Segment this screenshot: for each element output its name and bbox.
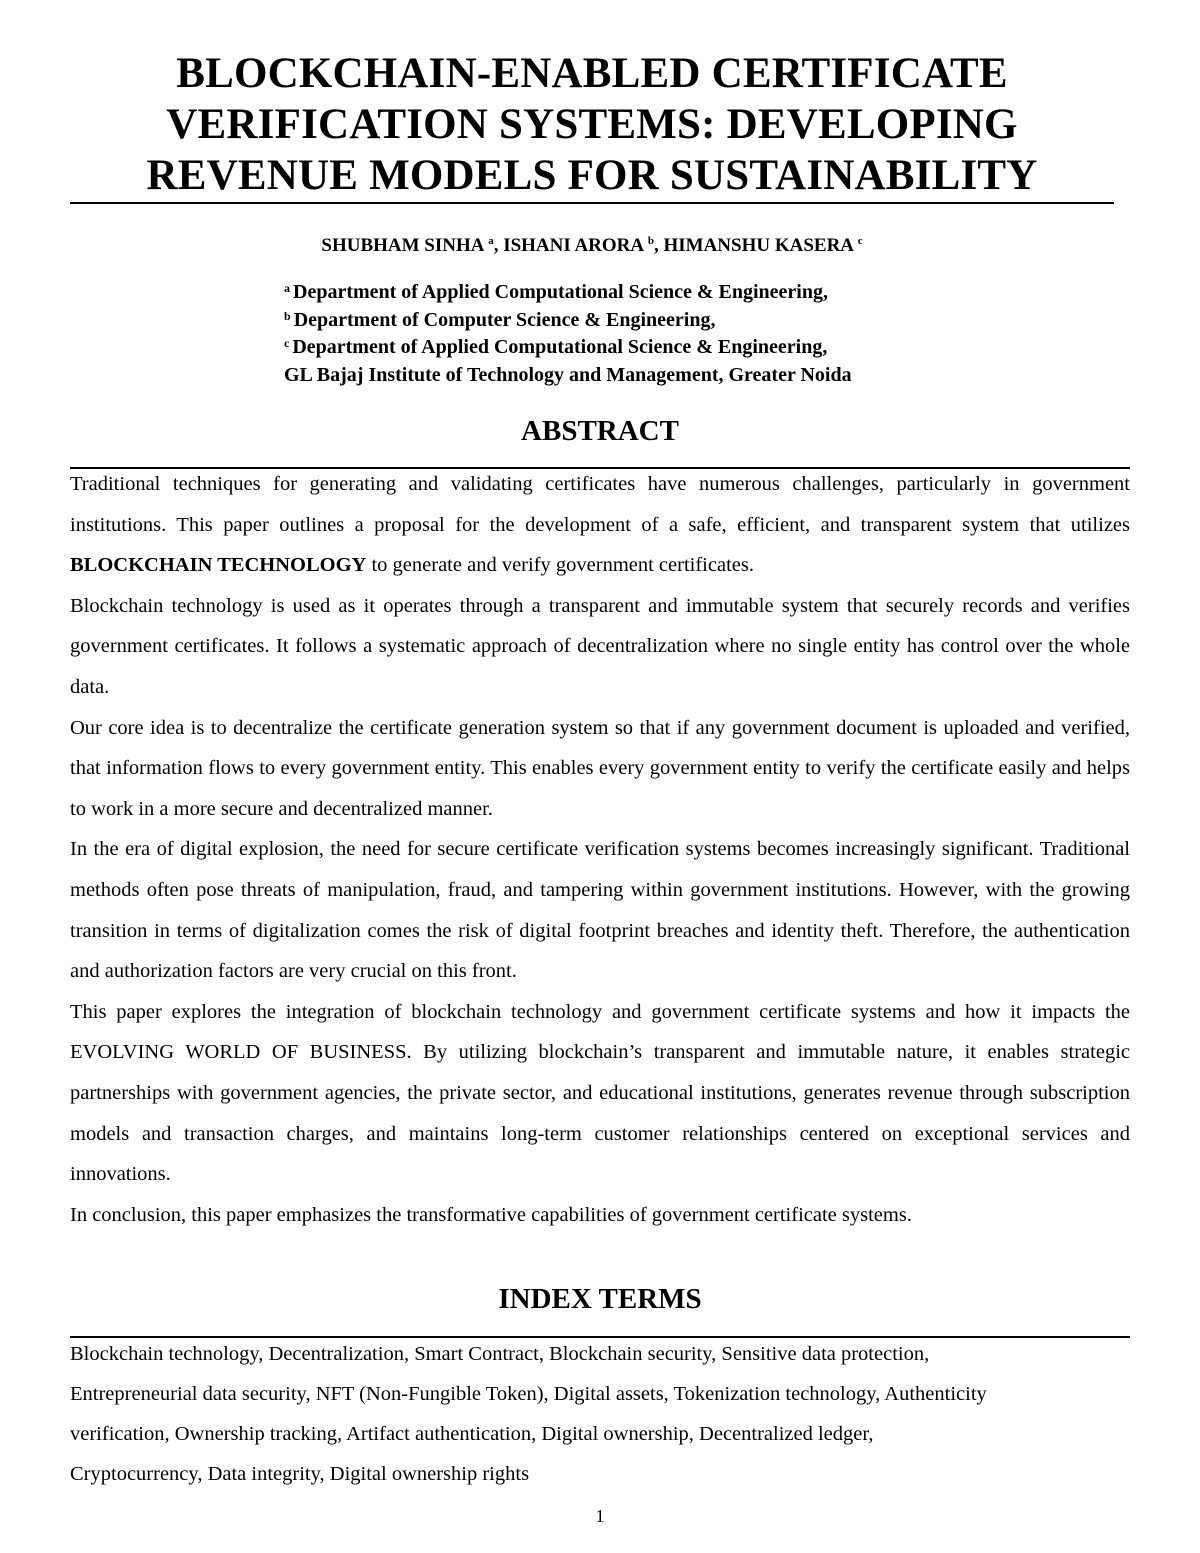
index-terms-line: Entrepreneurial data security, NFT (Non-Fungible Token), Digital assets, Tokenization technology, Authenticity [70, 1383, 987, 1405]
title-underline [70, 202, 1114, 204]
affiliation-line [284, 279, 1044, 307]
index-terms-body [70, 1334, 1130, 1494]
abstract-text: Traditional techniques for generating and validating certificates have numerous challenges, particularly in government institutions. This paper outlines a proposal for the development of a safe, efficient, and transparent system that utilizes [70, 473, 1130, 536]
author-superscript: b [647, 235, 654, 247]
author-list [70, 234, 1114, 258]
abstract-body [70, 464, 1130, 1235]
page-number: 1 [595, 1506, 605, 1526]
affiliation-line [284, 307, 1044, 335]
affiliation-superscript: b [284, 308, 291, 323]
paper-title [70, 48, 1114, 201]
abstract-paragraph [70, 464, 1130, 586]
title-line-1: BLOCKCHAIN-ENABLED CERTIFICATE [176, 50, 1008, 97]
title-line-3: REVENUE MODELS FOR SUSTAINABILITY [146, 152, 1038, 199]
affiliation-line [284, 334, 1044, 362]
author-superscript: a [488, 235, 494, 247]
affiliation-text: GL Bajaj Institute of Technology and Management, Greater Noida [284, 363, 852, 386]
author-separator: , [653, 235, 664, 256]
abstract-paragraph: In conclusion, this paper emphasizes the transformative capabilities of government certificate systems. [70, 1203, 912, 1226]
author-name: ISHANI ARORA [503, 235, 644, 256]
abstract-paragraph: In the era of digital explosion, the need for secure certificate verification systems becomes increasingly significant. Traditional methods often pose threats of manipulation, fraud, and tampering within government institutions. However, with the growing transition in terms of digitalization comes the risk of digital footprint breaches and identity theft. Therefore, the authentication and authorization factors are very crucial on this front. [70, 838, 1130, 983]
author-separator: , [493, 235, 504, 256]
affiliation-superscript: a [284, 281, 290, 295]
affiliation-text: Department of Applied Computational Science & Engineering, [292, 336, 828, 358]
paper-page [70, 0, 1130, 1553]
abstract-paragraph: Our core idea is to decentralize the certificate generation system so that if any government document is uploaded and verified, that information flows to every government entity. This enables every government entity to verify the certificate easily and helps to work in a more secure and decentralized manner. [70, 716, 1130, 820]
abstract-paragraph: This paper explores the integration of blockchain technology and government certificate systems and how it impacts the EVOLVING WORLD OF BUSINESS. By utilizing blockchain’s transparent and immutable nature, it enables strategic partnerships with government agencies, the private sector, and educational institutions, generates revenue through subscription models and transaction charges, and maintains long-term customer relationships centered on exceptional services and innovations. [70, 1000, 1130, 1186]
abstract-text: to generate and verify government certificates. [366, 554, 754, 577]
affiliation-list [284, 279, 1044, 389]
affiliation-line [284, 362, 1044, 390]
author-name: SHUBHAM SINHA [321, 235, 484, 256]
abstract-emphasis: BLOCKCHAIN TECHNOLOGY [70, 554, 367, 577]
index-terms-line: verification, Ownership tracking, Artifact authentication, Digital ownership, Decentralized ledger, [70, 1423, 874, 1445]
title-line-2: VERIFICATION SYSTEMS: DEVELOPING [166, 101, 1018, 148]
abstract-heading: ABSTRACT [521, 415, 679, 447]
affiliation-superscript: c [284, 336, 290, 350]
index-terms-line: Blockchain technology, Decentralization, Smart Contract, Blockchain security, Sensitive data protection, [70, 1343, 930, 1365]
affiliation-text: Department of Computer Science & Engineering, [293, 308, 716, 331]
abstract-paragraph: Blockchain technology is used as it operates through a transparent and immutable system that securely records and verifies government certificates. It follows a systematic approach of decentralization where no single entity has control over the whole data. [70, 594, 1130, 698]
author-superscript: c [857, 235, 863, 247]
author-name: HIMANSHU KASERA [663, 235, 853, 256]
affiliation-text: Department of Applied Computational Science & Engineering, [293, 281, 828, 303]
index-terms-heading: INDEX TERMS [498, 1283, 702, 1315]
index-terms-line: Cryptocurrency, Data integrity, Digital ownership rights [70, 1463, 530, 1485]
